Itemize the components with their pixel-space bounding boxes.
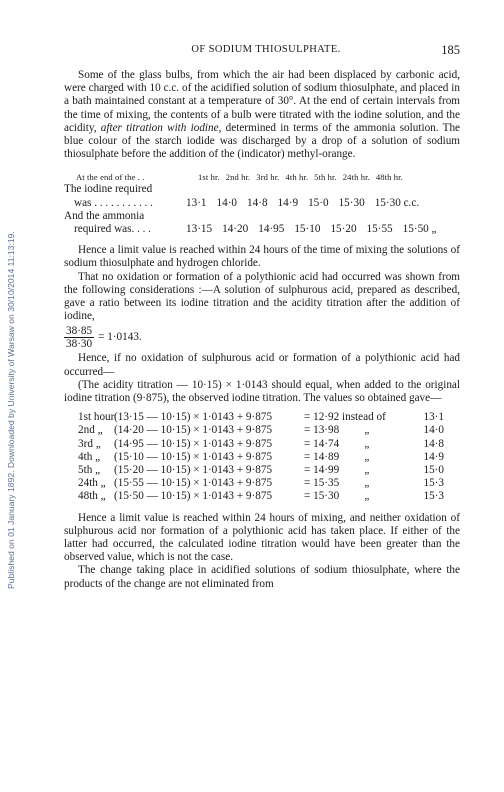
row-calculated: = 14·99 „: [304, 463, 370, 476]
table-cell: 14·0: [216, 196, 238, 209]
row-expression: (15·55 — 10·15) × 1·0143 + 9·875: [114, 477, 273, 490]
table-row: [78, 477, 460, 490]
row-observed: 13·1: [423, 411, 444, 424]
table-header-cell: 24th hr.: [342, 172, 370, 183]
paragraph-conclusion: Hence a limit value is reached within 24 hours of mixing, and neither oxidation of sulphurous acid nor formation of a polythionic acid has taken place. If either of the latter had occurred, the calculated iodine titration would have been greater than the observed value, which is not the case.: [64, 511, 460, 564]
emphasis-text: after titration with iodine: [100, 121, 219, 134]
row-expression: (15·20 — 10·15) × 1·0143 + 9·875: [114, 463, 273, 476]
table-cell: 15·20: [330, 222, 357, 235]
table-header-label: At the end of the . .: [76, 172, 145, 183]
table-cell: 15·55: [366, 222, 393, 235]
paragraph-text: Some of the glass bulbs, from which the air had been displaced by carbonic acid, were charged with 10 c.c. of the acidified solution of sodium thiosulphate, and placed in a bath maintained constant at a temperature of 30°. At the end of certain intervals from the time of mixing, the contents of a bulb were titrated with the iodine solution, and the acidity,: [64, 69, 460, 134]
page-number: 185: [441, 43, 460, 57]
row-period: 4th „: [78, 450, 101, 463]
table-cell: 14·20: [222, 222, 249, 235]
row-observed: 14·9: [423, 450, 444, 463]
paragraph-limit: Hence a limit value is reached within 24 hours of the time of mixing the solutions of sodium thiosulphate and hydrogen chloride.: [64, 244, 460, 270]
fraction-result: = 1·0143.: [98, 331, 142, 344]
row-label: required was. . . .: [74, 222, 152, 235]
table-cell: 15·30: [338, 196, 365, 209]
table-cell: 14·9: [277, 196, 299, 209]
table-cell: 13·1: [186, 196, 207, 209]
table-row-iodine: [64, 197, 460, 210]
table-header-cell: 3rd hr.: [256, 172, 280, 183]
row-calculated: = 13·98 „: [304, 424, 370, 437]
table-header-row: [76, 171, 460, 183]
paragraph-acidity: (The acidity titration — 10·15) × 1·0143 should equal, when added to the original iodine titration (9·875), the observed iodine titration. The values so obtained gave—: [64, 378, 460, 404]
table-cell: 15·10: [294, 222, 321, 235]
row-calculated: = 14·74 „: [304, 437, 370, 450]
paragraph-change: The change taking place in acidified solutions of sodium thiosulphate, where the products of the change are not eliminated from: [64, 564, 460, 590]
paragraph-hence: Hence, if no oxidation of sulphurous acid or formation of a polythionic acid had occurred—: [64, 352, 460, 378]
row-calculated: = 15·35 „: [304, 477, 370, 490]
row-expression: (15·50 — 10·15) × 1·0143 + 9·875: [114, 490, 273, 503]
ratio-fraction: [64, 325, 94, 350]
fraction-numerator: 38·85: [66, 325, 93, 338]
row-expression: (14·95 — 10·15) × 1·0143 + 9·875: [114, 437, 273, 450]
row-label: was . . . . . . . . . . .: [74, 196, 153, 209]
row-period: 1st hour: [78, 411, 115, 424]
table-row: [78, 464, 460, 477]
table-cell: 14·95: [258, 222, 285, 235]
table-row: [78, 490, 460, 503]
ratio-equation: [64, 325, 460, 350]
table-row-ammonia: [64, 223, 460, 236]
fraction-denominator: 38·30: [66, 338, 93, 351]
row-observed: 14·0: [423, 424, 444, 437]
table-header-cell: 1st hr.: [198, 172, 220, 183]
table-row: [78, 451, 460, 464]
row-period: 48th „: [78, 490, 106, 503]
table-cell: 14·8: [247, 196, 268, 209]
row-calculated: = 14·89 „: [304, 450, 370, 463]
calculation-table: [78, 411, 460, 503]
table-row: [78, 438, 460, 451]
article-body: [64, 69, 460, 591]
table-header-cell: 5th hr.: [314, 172, 337, 183]
row-period: 5th „: [78, 463, 101, 476]
table-row: [78, 411, 460, 424]
table-cell: 13·15: [186, 222, 213, 235]
row-observed: 15·0: [423, 463, 444, 476]
running-title: OF SODIUM THIOSULPHATE.: [191, 44, 341, 55]
table-row: [78, 424, 460, 437]
download-watermark: Published on 01 January 1892. Downloaded by University of Warsaw on 30/10/2014 11:13:19.: [6, 231, 16, 589]
table-header-cell: 48th hr.: [375, 172, 403, 183]
row-expression: (14·20 — 10·15) × 1·0143 + 9·875: [114, 424, 273, 437]
table-header-cell: 2nd hr.: [225, 172, 251, 183]
table-header-cell: 4th hr.: [285, 172, 309, 183]
page-header: [72, 44, 460, 60]
row-label-iodine: The iodine required: [64, 183, 153, 196]
row-calculated: = 12·92 instead of: [304, 411, 386, 424]
row-period: 3rd „: [78, 437, 101, 450]
row-observed: 14·8: [423, 437, 444, 450]
row-calculated: = 15·30 „: [304, 490, 370, 503]
titration-table: [64, 171, 460, 236]
row-label-ammonia: And the ammonia: [64, 209, 145, 222]
table-cell: 15·30 c.c.: [374, 196, 420, 209]
row-expression: (15·10 — 10·15) × 1·0143 + 9·875: [114, 450, 273, 463]
row-expression: (13·15 — 10·15) × 1·0143 + 9·875: [114, 411, 273, 424]
table-cell: 15·50 „: [402, 222, 437, 235]
paragraph-text: , determined in terms of the ammonia solution. The blue colour of the starch iodide was discharged by a drop of a solution of sodium thiosulphate before the addition of the (indicator) methyl-orange.: [64, 121, 461, 161]
row-period: 2nd „: [78, 424, 103, 437]
paragraph-method: [64, 69, 460, 161]
paragraph-considerations: That no oxidation or formation of a polythionic acid had occurred was shown from the following considerations :—A solution of sulphurous acid, prepared as described, gave a ratio between its iodine titration and the acidity titration after the addition of iodine,: [64, 270, 460, 323]
table-cell: 15·0: [308, 196, 329, 209]
row-observed: 15·3: [423, 477, 444, 490]
row-period: 24th „: [78, 477, 106, 490]
row-observed: 15·3: [423, 490, 444, 503]
